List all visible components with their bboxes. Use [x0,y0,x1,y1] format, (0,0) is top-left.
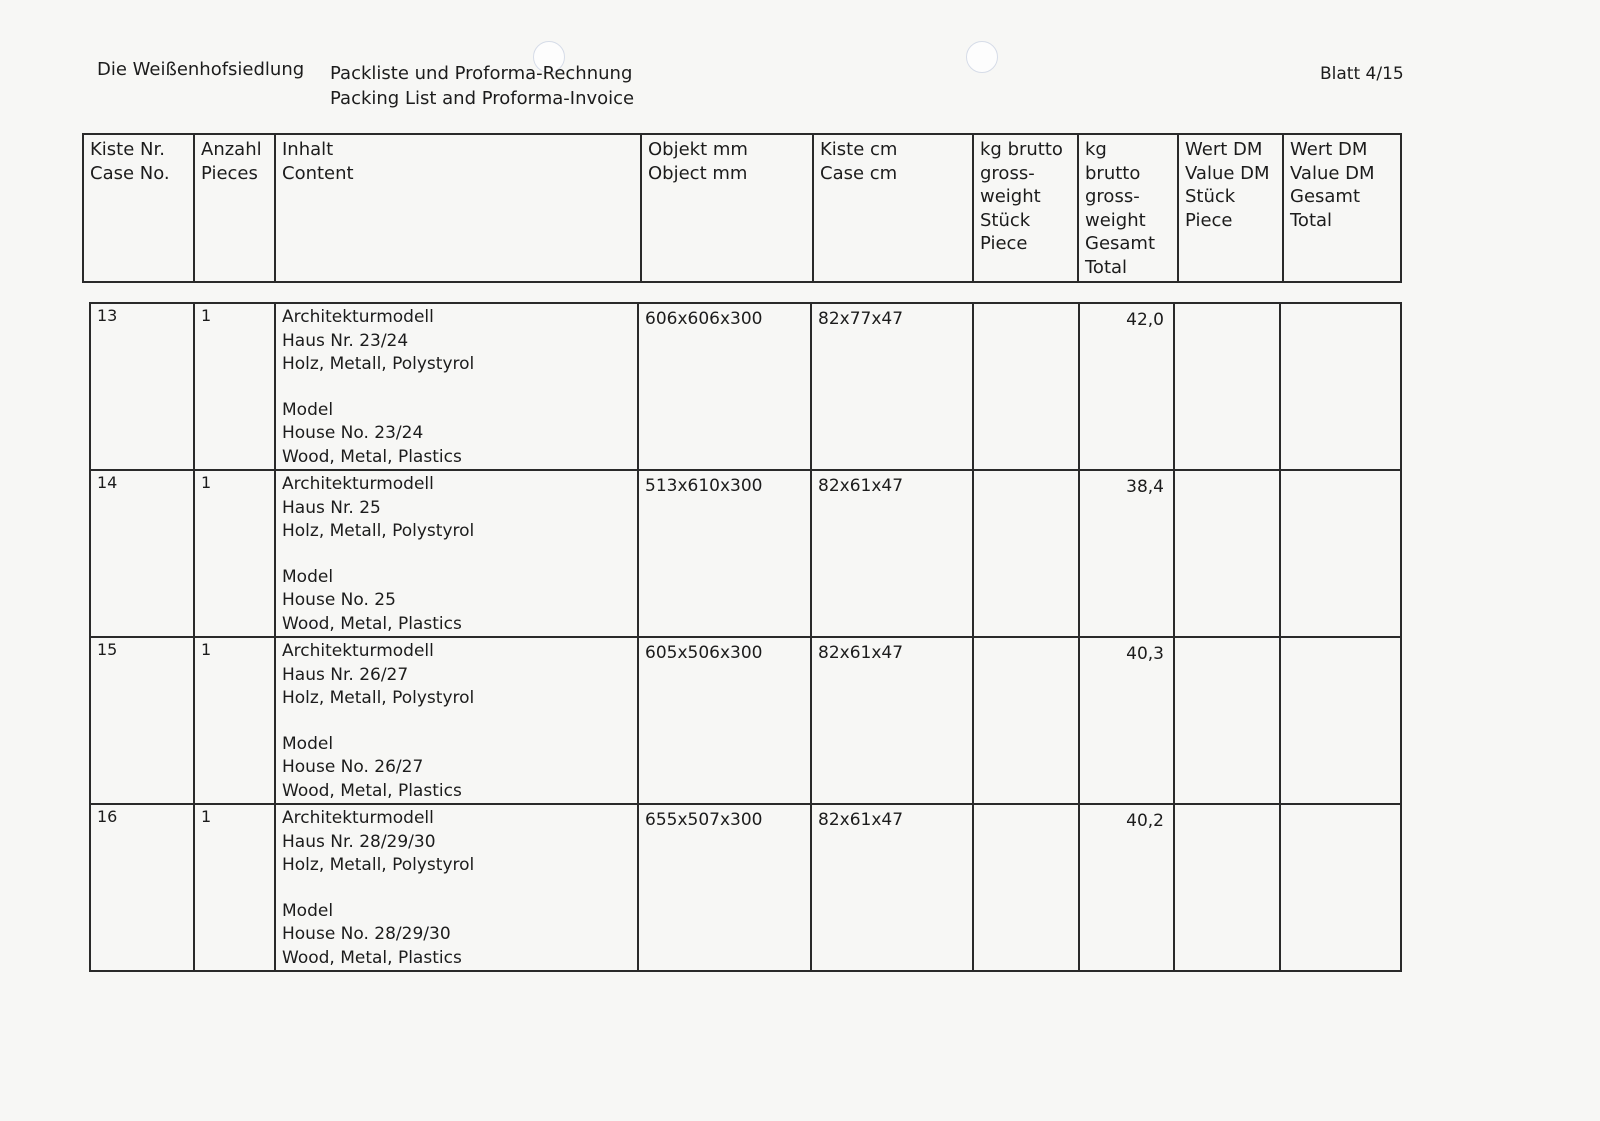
header-text-line: Object mm [648,162,748,184]
case-dimensions-cell: 82x61x47 [811,804,973,971]
header-text-line: weight [1085,209,1146,231]
header-text-line: Pieces [201,162,258,184]
header-text-line: Gesamt [1085,233,1156,254]
header-text-line: Case cm [820,162,898,184]
punch-hole-right [966,41,998,73]
value-piece-cell [1174,303,1280,470]
col-content-header [275,134,641,282]
content-line-en: House No. 23/24 [282,423,424,443]
content-line-de: Holz, Metall, Polystyrol [282,688,475,708]
col-object-mm-header [641,134,813,282]
col-case-no-header [83,134,194,282]
content-line-de: Architekturmodell [282,641,434,661]
object-dimensions-cell: 605x506x300 [638,637,811,804]
weight-total-cell: 38,4 [1079,470,1174,637]
content-line-de: Architekturmodell [282,474,434,494]
value-total-cell [1280,470,1401,637]
header-text-line: weight [980,186,1041,207]
case-number-cell: 16 [90,804,194,971]
document-title-de: Packliste und Proforma-Rechnung [330,63,633,84]
header-row [83,134,1401,282]
header-text-line: brutto [1085,162,1141,184]
content-line-en: Model [282,399,334,420]
sheet-number: Blatt 4/15 [1320,64,1404,84]
header-text-line: Value DM [1290,162,1375,184]
weight-total-cell: 42,0 [1079,303,1174,470]
header-text-line: Wert DM [1290,139,1368,160]
col-value-total-header [1283,134,1401,282]
header-text-line: Kiste Nr. [90,139,165,160]
header-text-line: Case No. [90,162,170,184]
value-total-cell [1280,637,1401,804]
object-dimensions-cell: 655x507x300 [638,804,811,971]
content-cell [275,804,638,971]
value-piece-cell [1174,804,1280,971]
object-dimensions-cell: 606x606x300 [638,303,811,470]
table-row [90,470,1401,637]
col-case-cm-header [813,134,973,282]
weight-piece-cell [973,303,1079,470]
content-line-de: Haus Nr. 26/27 [282,664,409,685]
content-line-en: Model [282,900,334,921]
content-line-en: Model [282,733,334,754]
pieces-cell: 1 [194,303,275,470]
content-cell [275,470,638,637]
header-text-line: Piece [980,233,1028,254]
case-dimensions-cell: 82x77x47 [811,303,973,470]
table-row [90,804,1401,971]
value-total-cell [1280,804,1401,971]
content-line-de: Architekturmodell [282,307,434,327]
header-text-line: Content [282,162,354,184]
content-line-de: Architekturmodell [282,808,434,828]
column-header-table [82,133,1402,283]
document-title-en: Packing List and Proforma-Invoice [330,88,635,109]
object-dimensions-cell: 513x610x300 [638,470,811,637]
case-dimensions-cell: 82x61x47 [811,637,973,804]
content-line-en: Wood, Metal, Plastics [282,446,462,467]
header-text-line: Stück [1185,186,1236,207]
content-line-de: Haus Nr. 23/24 [282,330,409,351]
header-text-line: gross- [1085,186,1140,207]
header-text-line: kg [1085,139,1107,160]
header-text-line: Inhalt [282,139,334,160]
content-spacer [282,711,631,733]
header-text-line: Value DM [1185,162,1270,184]
col-value-piece-header [1178,134,1283,282]
content-line-de: Haus Nr. 28/29/30 [282,831,436,852]
content-line-de: Holz, Metall, Polystyrol [282,855,475,875]
weight-piece-cell [973,804,1079,971]
header-text-line: gross- [980,162,1035,184]
packing-list-table [89,302,1402,972]
header-text-line: Total [1290,209,1333,231]
col-kg-piece-header [973,134,1078,282]
header-text-line: Kiste cm [820,139,898,160]
header-text-line: Stück [980,209,1031,231]
header-text-line: Anzahl [201,139,262,160]
header-text-line: Piece [1185,209,1233,231]
content-line-en: Model [282,566,334,587]
pieces-cell: 1 [194,470,275,637]
table-row [90,303,1401,470]
document-title [330,61,634,111]
weight-total-cell: 40,2 [1079,804,1174,971]
header-text-line: Wert DM [1185,139,1263,160]
value-piece-cell [1174,637,1280,804]
content-line-de: Haus Nr. 25 [282,497,381,518]
content-line-en: Wood, Metal, Plastics [282,613,462,634]
value-total-cell [1280,303,1401,470]
content-line-en: Wood, Metal, Plastics [282,780,462,801]
col-pieces-header [194,134,275,282]
pieces-cell: 1 [194,804,275,971]
header-text-line: Total [1085,256,1128,278]
case-number-cell: 15 [90,637,194,804]
case-number-cell: 13 [90,303,194,470]
table-row [90,637,1401,804]
case-number-cell: 14 [90,470,194,637]
content-cell [275,637,638,804]
col-kg-total-header [1078,134,1178,282]
content-spacer [282,544,631,566]
content-line-en: House No. 25 [282,590,396,610]
weight-total-cell: 40,3 [1079,637,1174,804]
content-spacer [282,377,631,399]
header-text-line: Gesamt [1290,186,1361,207]
content-line-de: Holz, Metall, Polystyrol [282,521,475,541]
case-dimensions-cell: 82x61x47 [811,470,973,637]
content-line-en: House No. 26/27 [282,757,424,777]
content-line-en: Wood, Metal, Plastics [282,947,462,968]
weight-piece-cell [973,637,1079,804]
header-text-line: kg brutto [980,139,1063,160]
organization-name: Die Weißenhofsiedlung [97,59,305,80]
content-line-de: Holz, Metall, Polystyrol [282,354,475,374]
content-cell [275,303,638,470]
content-line-en: House No. 28/29/30 [282,924,451,944]
weight-piece-cell [973,470,1079,637]
header-text-line: Objekt mm [648,139,748,160]
content-spacer [282,878,631,900]
pieces-cell: 1 [194,637,275,804]
value-piece-cell [1174,470,1280,637]
